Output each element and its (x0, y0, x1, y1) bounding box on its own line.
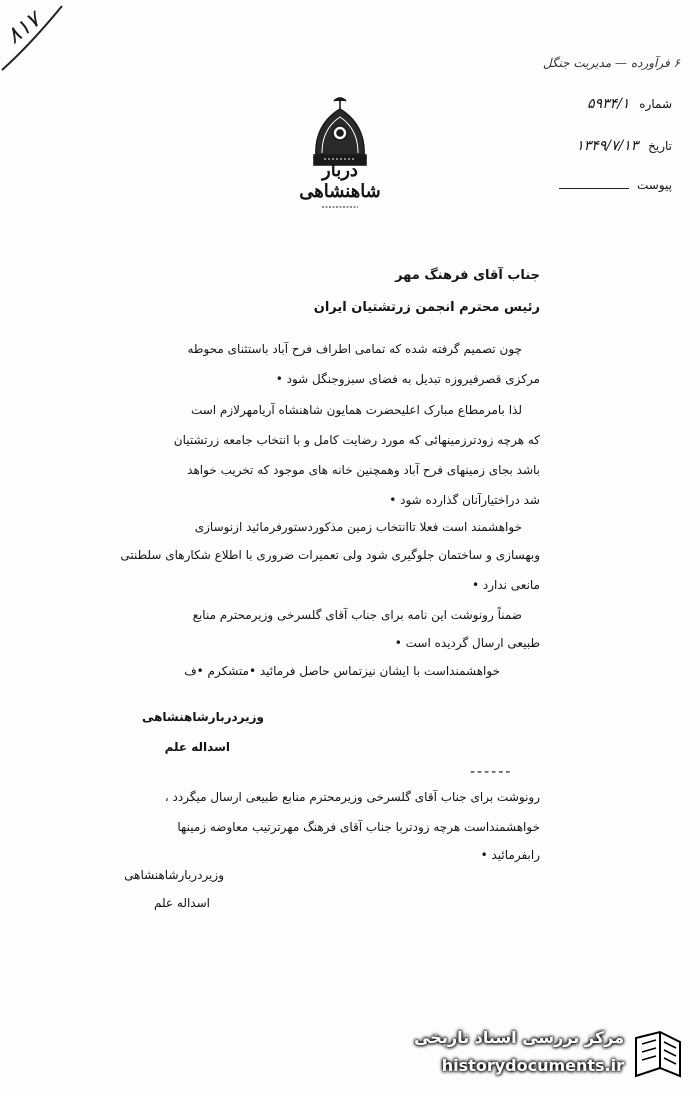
body-line: خواهشمنداست با ایشان نیزتماس حاصل فرمائید •متشکرم •ف (184, 664, 500, 678)
number-value: ۵۹۳۴/۱ (587, 96, 630, 112)
signature2-title: وزیردربارشاهنشاهی (124, 868, 224, 882)
margin-note: ۶ فرآورده — مدیریت جنگل (542, 56, 680, 70)
body-line: وبهسازی و ساختمان جلوگیری شود ولی تعمیرات ضروری با اطلاع شکارهای سلطنتی (120, 548, 540, 562)
body-line: ضمناً رونوشت این نامه برای جناب آقای گلسرخی وزیرمحترم منابع (192, 608, 522, 622)
body-line: که هرچه زودترزمینهائی که مورد رضایت کامل و با انتخاب جامعه زرتشتیان (173, 433, 540, 447)
number-row (472, 96, 672, 112)
watermark-title: مرکز بررسی اسناد تاریخی (414, 1028, 624, 1047)
body-line: چون تصمیم گرفته شده که تمامی اطراف فرح آباد باستثنای محوطه (187, 342, 522, 356)
body-line: مانعی ندارد • (471, 578, 540, 592)
watermark-url: historydocuments.ir (441, 1056, 624, 1075)
watermark-logo (396, 1026, 686, 1086)
date-label: تاریخ (648, 139, 672, 153)
section-divider: ------ (470, 764, 513, 780)
attachment-label: پیوست (637, 178, 672, 192)
corner-note: ۸۱۷ (2, 7, 46, 50)
book-emblem-icon (630, 1030, 686, 1082)
signature-name: اسداله علم (164, 740, 230, 754)
body-line: شد دراختیارآنان گذارده شود • (389, 493, 540, 507)
attachment-line (559, 188, 629, 189)
body-line: مرکزی قصرفیروزه تبدیل به فضای سبزوجنگل شود • (275, 372, 540, 386)
recipient-line2: رئیس محترم انجمن زرتشتیان ایران (313, 300, 540, 315)
body-line: لذا بامرمطاع مبارک اعلیحضرت همایون شاهنشاه آریامهرلازم است (190, 403, 522, 417)
date-value: ۱۳۴۹/۷/۱۳ (576, 138, 639, 154)
attachment-row (472, 178, 672, 192)
royal-court-name: دربار شاهنشاهی (299, 160, 381, 202)
body-line: طبیعی ارسال گردیده است • (394, 636, 540, 650)
copy-line: خواهشمنداست هرچه زودتربا جناب آقای فرهنگ مهرترتیب معاوضه زمینها (177, 820, 540, 834)
signature-title: وزیردربارشاهنشاهی (141, 710, 264, 724)
number-label: شماره (639, 97, 672, 111)
recipient-line1: جناب آقای فرهنگ مهر (395, 268, 540, 283)
copy-line: رونوشت برای جناب آقای گلسرخی وزیرمحترم منابع طبیعی ارسال میگردد ، (164, 790, 540, 804)
body-line: باشد بجای زمینهای فرح آباد وهمچنین خانه های موجود که تخریب خواهد (187, 463, 540, 477)
signature2-name: اسداله علم (153, 896, 210, 910)
copy-line: رابفرمائید • (480, 848, 540, 862)
body-line: خواهشمند است فعلا تاانتخاب زمین مذکوردستورفرمائید ازنوسازی (194, 520, 522, 534)
date-row (472, 138, 672, 154)
